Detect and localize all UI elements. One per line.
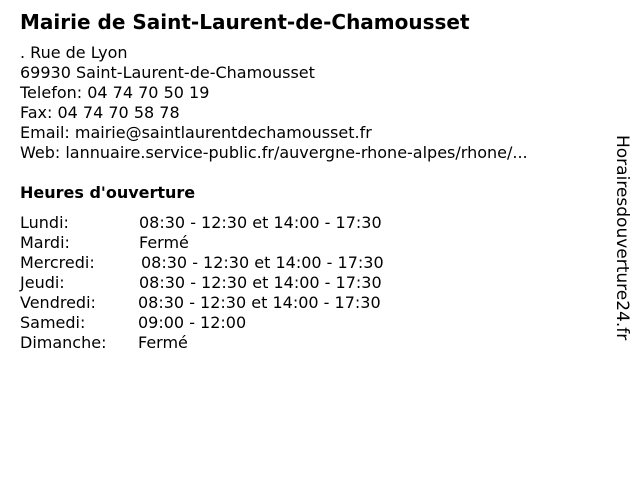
email-address: Email: mairie@saintlaurentdechamousset.fr <box>20 123 372 142</box>
day-label: Jeudi: <box>20 273 65 292</box>
day-hours: 09:00 - 12:00 <box>138 313 247 332</box>
city-address: 69930 Saint-Laurent-de-Chamousset <box>20 63 315 82</box>
day-label: Vendredi: <box>20 293 96 312</box>
day-hours: 08:30 - 12:30 et 14:00 - 17:30 <box>139 273 382 292</box>
website-link[interactable]: Web: lannuaire.service-public.fr/auvergne-rhone-alpes/rhone/... <box>20 143 528 162</box>
day-label: Mardi: <box>20 233 70 252</box>
day-hours: 08:30 - 12:30 et 14:00 - 17:30 <box>138 293 381 312</box>
day-hours: Fermé <box>139 233 189 252</box>
day-hours: 08:30 - 12:30 et 14:00 - 17:30 <box>139 213 382 232</box>
day-label: Samedi: <box>20 313 86 332</box>
phone-number: Telefon: 04 74 70 50 19 <box>20 83 210 102</box>
day-label: Lundi: <box>20 213 69 232</box>
day-hours: Fermé <box>138 333 188 352</box>
day-hours: 08:30 - 12:30 et 14:00 - 17:30 <box>141 253 384 272</box>
street-address: . Rue de Lyon <box>20 43 128 62</box>
brand-watermark: Horairesdouverture24.fr <box>612 135 632 341</box>
fax-number: Fax: 04 74 70 58 78 <box>20 103 180 122</box>
page-title: Mairie de Saint-Laurent-de-Chamousset <box>20 10 470 34</box>
hours-heading: Heures d'ouverture <box>20 183 196 202</box>
day-label: Mercredi: <box>20 253 95 272</box>
day-label: Dimanche: <box>20 333 107 352</box>
address-block <box>20 43 528 163</box>
